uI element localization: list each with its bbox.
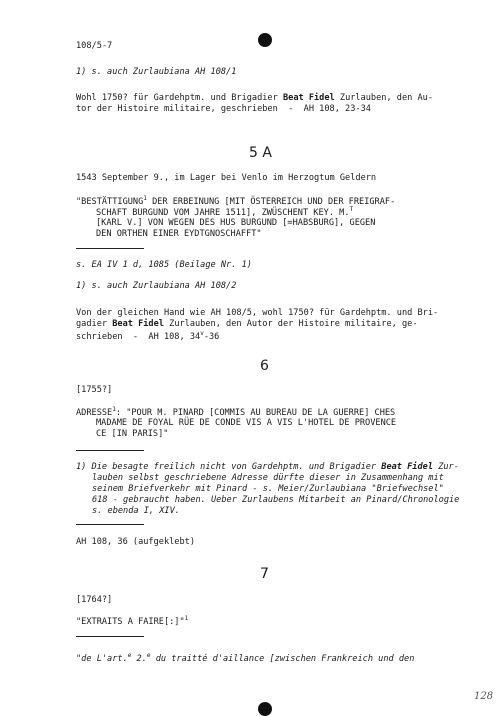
section-number-7: 7 <box>260 566 269 582</box>
sec5-footnote: 1) s. auch Zurlaubiana AH 108/2 <box>76 281 237 291</box>
sec6-footnote-4: 618 - gebraucht haben. Ueber Zurlaubens Mitarbeit an Pinard/Chronologie <box>92 495 460 505</box>
sec6-footnote-2: lauben selbst geschriebene Adresse dürfte dieser in Zusammenhang mit <box>92 473 444 483</box>
sec5-title-3: [KARL V.] VON WEGEN DES HUS BURGUND [=HABSBURG], GEGEN <box>96 218 376 228</box>
sec5-desc-2: gadier Beat Fidel Zurlauben, den Autor der Histoire militaire, ge- <box>76 319 418 329</box>
punch-hole-top <box>258 33 272 47</box>
divider-3 <box>76 524 144 525</box>
sec6-address-2: MADAME DE FOYAL RÜE DE CONDE VIS A VIS L'HOTEL DE PROVENCE <box>96 418 397 428</box>
sec5-title-1: "BESTÄTTIGUNG$^1$ DER ERBEINUNG [MIT ÖSTERREICH UND DER FREIGRAF- <box>76 195 396 207</box>
sec5-title-2: SCHAFT BURGUND VOM JAHRE 1511], ZWÜSCHENT KEY. M.$^T$ <box>96 206 354 218</box>
section-number-5a: 5 A <box>249 145 272 161</box>
sec7-title: "EXTRAITS A FAIRE[:]"$^1$ <box>76 615 189 627</box>
sec5-reference: s. EA IV 1 d, 1085 (Beilage Nr. 1) <box>76 260 252 270</box>
punch-hole-bottom <box>258 702 272 716</box>
sec7-quote: "de L'art.$^e$ 2.$^e$ du traitté d'aillance [zwischen Frankreich und den <box>76 652 415 664</box>
sec6-reference: AH 108, 36 (aufgeklebt) <box>76 537 195 547</box>
footnote-top: 1) s. auch Zurlaubiana AH 108/1 <box>76 67 237 77</box>
sec5-title-4: DEN ORTHEN EINER EYDTGNOSCHAFFT" <box>96 229 262 239</box>
sec7-date: [1764?] <box>76 595 113 605</box>
sec6-address-1: ADRESSE$^1$: "POUR M. PINARD [COMMIS AU BUREAU DE LA GUERRE] CHES <box>76 406 396 418</box>
divider-2 <box>76 450 144 451</box>
divider-1 <box>76 248 144 249</box>
header-reference: 108/5-7 <box>76 41 113 51</box>
sec6-footnote-1: 1) Die besagte freilich nicht von Gardehptm. und Brigadier Beat Fidel Zur- <box>76 462 459 472</box>
sec5-date: 1543 September 9., im Lager bei Venlo im Herzogtum Geldern <box>76 173 377 183</box>
page-mark: 128 <box>474 691 494 702</box>
sec5-desc-3: schrieben - AH 108, 34$^v$-36 <box>76 330 220 342</box>
sec6-footnote-5: s. ebenda I, XIV. <box>92 506 180 516</box>
section-number-6: 6 <box>260 358 269 374</box>
divider-4 <box>76 636 144 637</box>
sec6-footnote-3: seinem Briefverkehr mit Pinard - s. Meier/Zurlaubiana "Briefwechsel" <box>92 484 444 494</box>
sec5-desc-1: Von der gleichen Hand wie AH 108/5, wohl 1750? für Gardehptm. und Bri- <box>76 308 439 318</box>
doc1-line-1: Wohl 1750? für Gardehptm. und Brigadier Beat Fidel Zurlauben, den Au- <box>76 93 434 103</box>
doc1-line-2: tor der Histoire militaire, geschrieben - AH 108, 23-34 <box>76 104 371 114</box>
sec6-address-3: CE [IN PARIS]" <box>96 429 169 439</box>
sec6-date: [1755?] <box>76 385 113 395</box>
